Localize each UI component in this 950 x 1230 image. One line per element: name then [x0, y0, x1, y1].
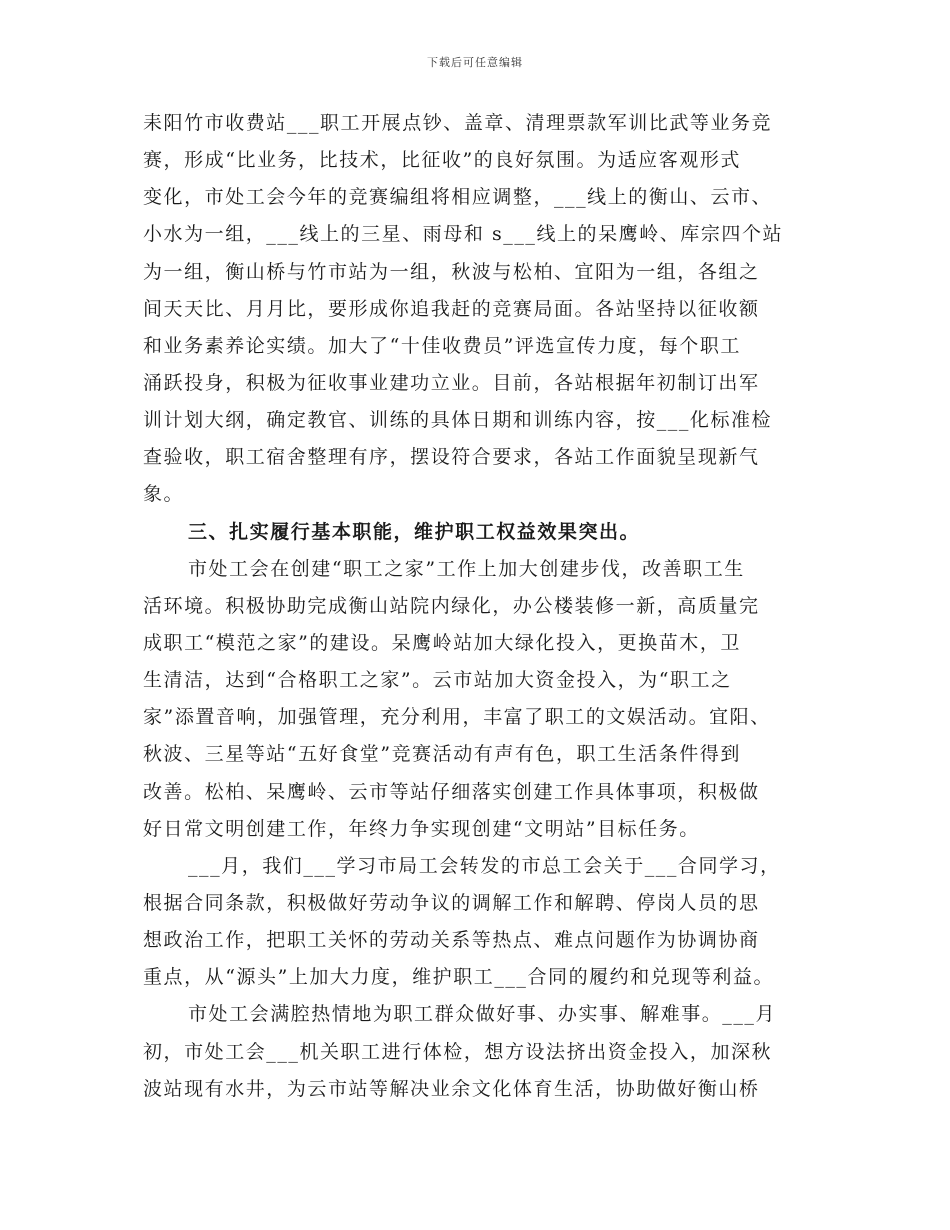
text-line: 生清洁，达到“合格职工之家”。云市站加大资金投入，为“职工之 — [143, 669, 732, 692]
text-line: 市处工会满腔热情地为职工群众做好事、办实事、解难事。___月 — [188, 1003, 777, 1026]
text-line: 和业务素养论实绩。加大了“十佳收费员”评选宣传力度，每个职工 — [143, 334, 741, 357]
text-line: 成职工“模范之家”的建设。呆鹰岭站加大绿化投入，更换苗木，卫 — [143, 631, 741, 654]
document-body — [143, 105, 823, 1108]
text-line: 象。 — [143, 483, 185, 506]
text-line: 为一组，衡山桥与竹市站为一组，秋波与松柏、宜阳为一组，各组之 — [143, 260, 760, 283]
section-heading: 三、扎实履行基本职能，维护职工权益效果突出。 — [188, 520, 641, 543]
page-header-note: 下载后可任意编辑 — [427, 56, 523, 69]
text-line: 根据合同条款，积极做好劳动争议的调解工作和解聘、停岗人员的思 — [143, 891, 760, 914]
text-line: 小水为一组，___线上的三星、雨母和 s___线上的呆鹰岭、库宗四个站 — [143, 223, 784, 246]
text-line: 活环境。积极协助完成衡山站院内绿化，办公楼装修一新，高质量完 — [143, 594, 760, 617]
text-line: 耒阳竹市收费站___职工开展点钞、盖章、清理票款军训比武等业务竞 — [143, 112, 773, 134]
text-line: 重点，从“源头”上加大力度，维护职工___合同的履约和兑现等利益。 — [143, 966, 775, 989]
text-line: 改善。松柏、呆鹰岭、云市等站仔细落实创建工作具体事项，积极做 — [143, 780, 760, 803]
text-line: 想政治工作，把职工关怀的劳动关系等热点、难点问题作为协调协商 — [143, 929, 760, 952]
text-line: 市处工会在创建“职工之家”工作上加大创建步伐，改善职工生 — [188, 557, 745, 580]
text-line: 赛，形成“比业务，比技术，比征收”的良好氛围。为适应客观形式 — [143, 149, 741, 172]
text-line: 查验收，职工宿舍整理有序，摆设符合要求，各站工作面貌呈现新气 — [143, 446, 760, 469]
text-line: 训计划大纲，确定教官、训练的具体日期和训练内容，按___化标准检 — [143, 409, 773, 432]
text-line: 秋波、三星等站“五好食堂”竞赛活动有声有色，职工生活条件得到 — [143, 743, 741, 766]
text-line: 好日常文明创建工作，年终力争实现创建“文明站”目标任务。 — [143, 817, 700, 840]
text-line: 变化，市处工会今年的竞赛编组将相应调整，___线上的衡山、云市、 — [143, 186, 773, 209]
text-line: 初，市处工会___机关职工进行体检，想方设法挤出资金投入，加深秋 — [143, 1040, 773, 1063]
text-line: ___月，我们___学习市局工会转发的市总工会关于___合同学习， — [188, 854, 781, 877]
text-line: 涌跃投身，积极为征收事业建功立业。目前，各站根据年初制订出军 — [143, 371, 760, 394]
text-line: 家”添置音响，加强管理，充分利用，丰富了职工的文娱活动。宜阳、 — [143, 706, 771, 729]
text-line: 间天天比、月月比，要形成你追我赶的竞赛局面。各站坚持以征收额 — [143, 297, 760, 320]
text-line: 波站现有水井，为云市站等解决业余文化体育生活，协助做好衡山桥 — [143, 1077, 760, 1100]
